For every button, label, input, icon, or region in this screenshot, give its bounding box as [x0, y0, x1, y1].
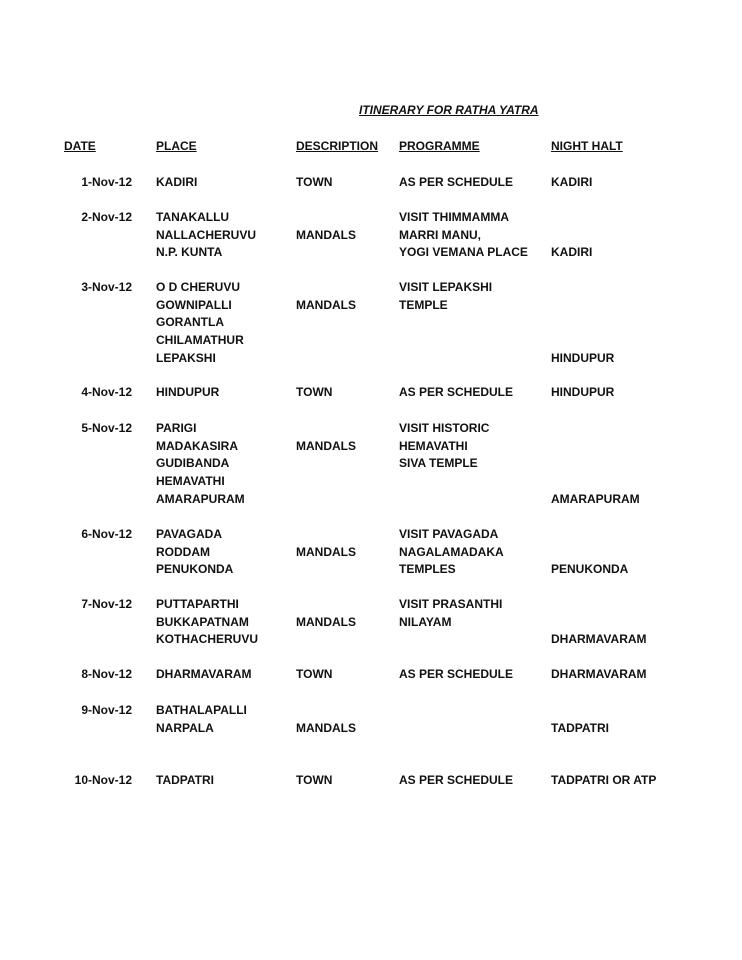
row-places-line: GUDIBANDA	[156, 456, 230, 471]
row-programme	[399, 773, 513, 791]
row-places-line: TANAKALLU	[156, 210, 230, 224]
row-places-line: KADIRI	[156, 175, 198, 189]
row-places-line: BATHALAPALLI	[156, 703, 247, 717]
row-date: 2-Nov-12	[81, 210, 132, 224]
row-programme	[399, 175, 513, 193]
row-places	[156, 385, 219, 403]
row-night-halt: DHARMAVARAM	[551, 632, 647, 647]
row-programme-line: VISIT THIMMAMMA	[399, 210, 509, 224]
row-date: 6-Nov-12	[81, 527, 132, 541]
row-description: TOWN	[296, 773, 333, 787]
row-programme	[399, 421, 489, 474]
row-date: 9-Nov-12	[81, 703, 132, 717]
row-description: MANDALS	[296, 544, 356, 559]
row-programme-line: AS PER SCHEDULE	[399, 385, 514, 399]
row-programme-line: VISIT PRASANTHI	[399, 597, 503, 611]
row-places-line: GOWNIPALLI	[156, 297, 232, 312]
row-places-line: PUTTAPARTHI	[156, 597, 239, 611]
row-programme-line: VISIT LEPAKSHI	[399, 280, 493, 294]
row-programme	[399, 527, 504, 580]
row-programme-line: NILAYAM	[399, 614, 452, 629]
header-date: DATE	[64, 139, 96, 153]
row-date: 5-Nov-12	[81, 421, 132, 435]
row-programme	[399, 210, 528, 263]
row-places-line: KOTHACHERUVU	[156, 632, 258, 647]
row-night-halt: KADIRI	[551, 245, 593, 260]
header-programme: PROGRAMME	[399, 139, 480, 153]
row-programme-line: HEMAVATHI	[399, 438, 468, 453]
row-description: TOWN	[296, 175, 333, 189]
row-places	[156, 773, 214, 791]
row-places-line: MADAKASIRA	[156, 438, 238, 453]
row-date: 8-Nov-12	[81, 667, 132, 681]
row-places-line: AMARAPURAM	[156, 491, 245, 506]
row-places-line: PENUKONDA	[156, 562, 234, 577]
row-programme-line: AS PER SCHEDULE	[399, 175, 514, 189]
row-programme-line: AS PER SCHEDULE	[399, 773, 514, 787]
row-places-line: RODDAM	[156, 544, 210, 559]
row-places-line: LEPAKSHI	[156, 350, 216, 365]
row-places-line: GORANTLA	[156, 315, 224, 330]
row-description: MANDALS	[296, 720, 356, 735]
row-programme-line: TEMPLES	[399, 562, 456, 577]
row-places	[156, 210, 256, 263]
row-programme-line: VISIT PAVAGADA	[399, 527, 499, 541]
row-description: MANDALS	[296, 614, 356, 629]
row-programme-line: NAGALAMADAKA	[399, 544, 504, 559]
row-programme-line: TEMPLE	[399, 297, 448, 312]
row-programme	[399, 385, 513, 403]
row-programme-line: MARRI MANU,	[399, 227, 481, 242]
row-description: TOWN	[296, 667, 333, 681]
row-programme-line: VISIT HISTORIC	[399, 421, 490, 435]
row-places-line: O D CHERUVU	[156, 280, 241, 294]
row-description: TOWN	[296, 385, 333, 399]
row-places	[156, 703, 247, 738]
row-night-halt: TADPATRI OR ATP	[551, 773, 657, 787]
header-night-halt: NIGHT HALT	[551, 139, 623, 153]
row-night-halt: AMARAPURAM	[551, 491, 640, 506]
row-night-halt: PENUKONDA	[551, 562, 629, 577]
row-places-line: N.P. KUNTA	[156, 245, 223, 260]
row-programme-line: SIVA TEMPLE	[399, 456, 478, 471]
row-programme-line: YOGI VEMANA PLACE	[399, 245, 528, 260]
row-places-line: NARPALA	[156, 720, 214, 735]
row-night-halt: KADIRI	[551, 175, 593, 189]
row-places-line: TADPATRI	[156, 773, 214, 787]
row-date: 7-Nov-12	[81, 597, 132, 611]
row-programme	[399, 667, 513, 685]
row-description: MANDALS	[296, 227, 356, 242]
row-places-line: PAVAGADA	[156, 527, 222, 541]
row-places	[156, 421, 245, 509]
row-date: 4-Nov-12	[81, 385, 132, 399]
row-places	[156, 667, 252, 685]
row-places-line: HINDUPUR	[156, 385, 220, 399]
row-date: 3-Nov-12	[81, 280, 132, 294]
row-description: MANDALS	[296, 438, 356, 453]
row-night-halt: TADPATRI	[551, 720, 609, 735]
row-places-line: DHARMAVARAM	[156, 667, 252, 681]
row-places-line: NALLACHERUVU	[156, 227, 256, 242]
page-title: ITINERARY FOR RATHA YATRA	[359, 103, 539, 117]
row-programme	[399, 280, 492, 315]
header-place: PLACE	[156, 139, 197, 153]
row-places	[156, 175, 197, 193]
row-night-halt: HINDUPUR	[551, 385, 615, 399]
row-night-halt: HINDUPUR	[551, 350, 615, 365]
row-places-line: HEMAVATHI	[156, 474, 225, 489]
row-places-line: BUKKAPATNAM	[156, 614, 249, 629]
row-date: 1-Nov-12	[81, 175, 132, 189]
row-description: MANDALS	[296, 297, 356, 312]
row-places	[156, 527, 233, 580]
row-programme	[399, 597, 502, 632]
row-night-halt: DHARMAVARAM	[551, 667, 647, 681]
row-places	[156, 597, 258, 650]
row-date: 10-Nov-12	[74, 773, 132, 787]
header-description: DESCRIPTION	[296, 139, 379, 153]
row-places-line: CHILAMATHUR	[156, 333, 244, 348]
row-places-line: PARIGI	[156, 421, 197, 435]
row-places	[156, 280, 244, 368]
row-programme-line: AS PER SCHEDULE	[399, 667, 514, 681]
